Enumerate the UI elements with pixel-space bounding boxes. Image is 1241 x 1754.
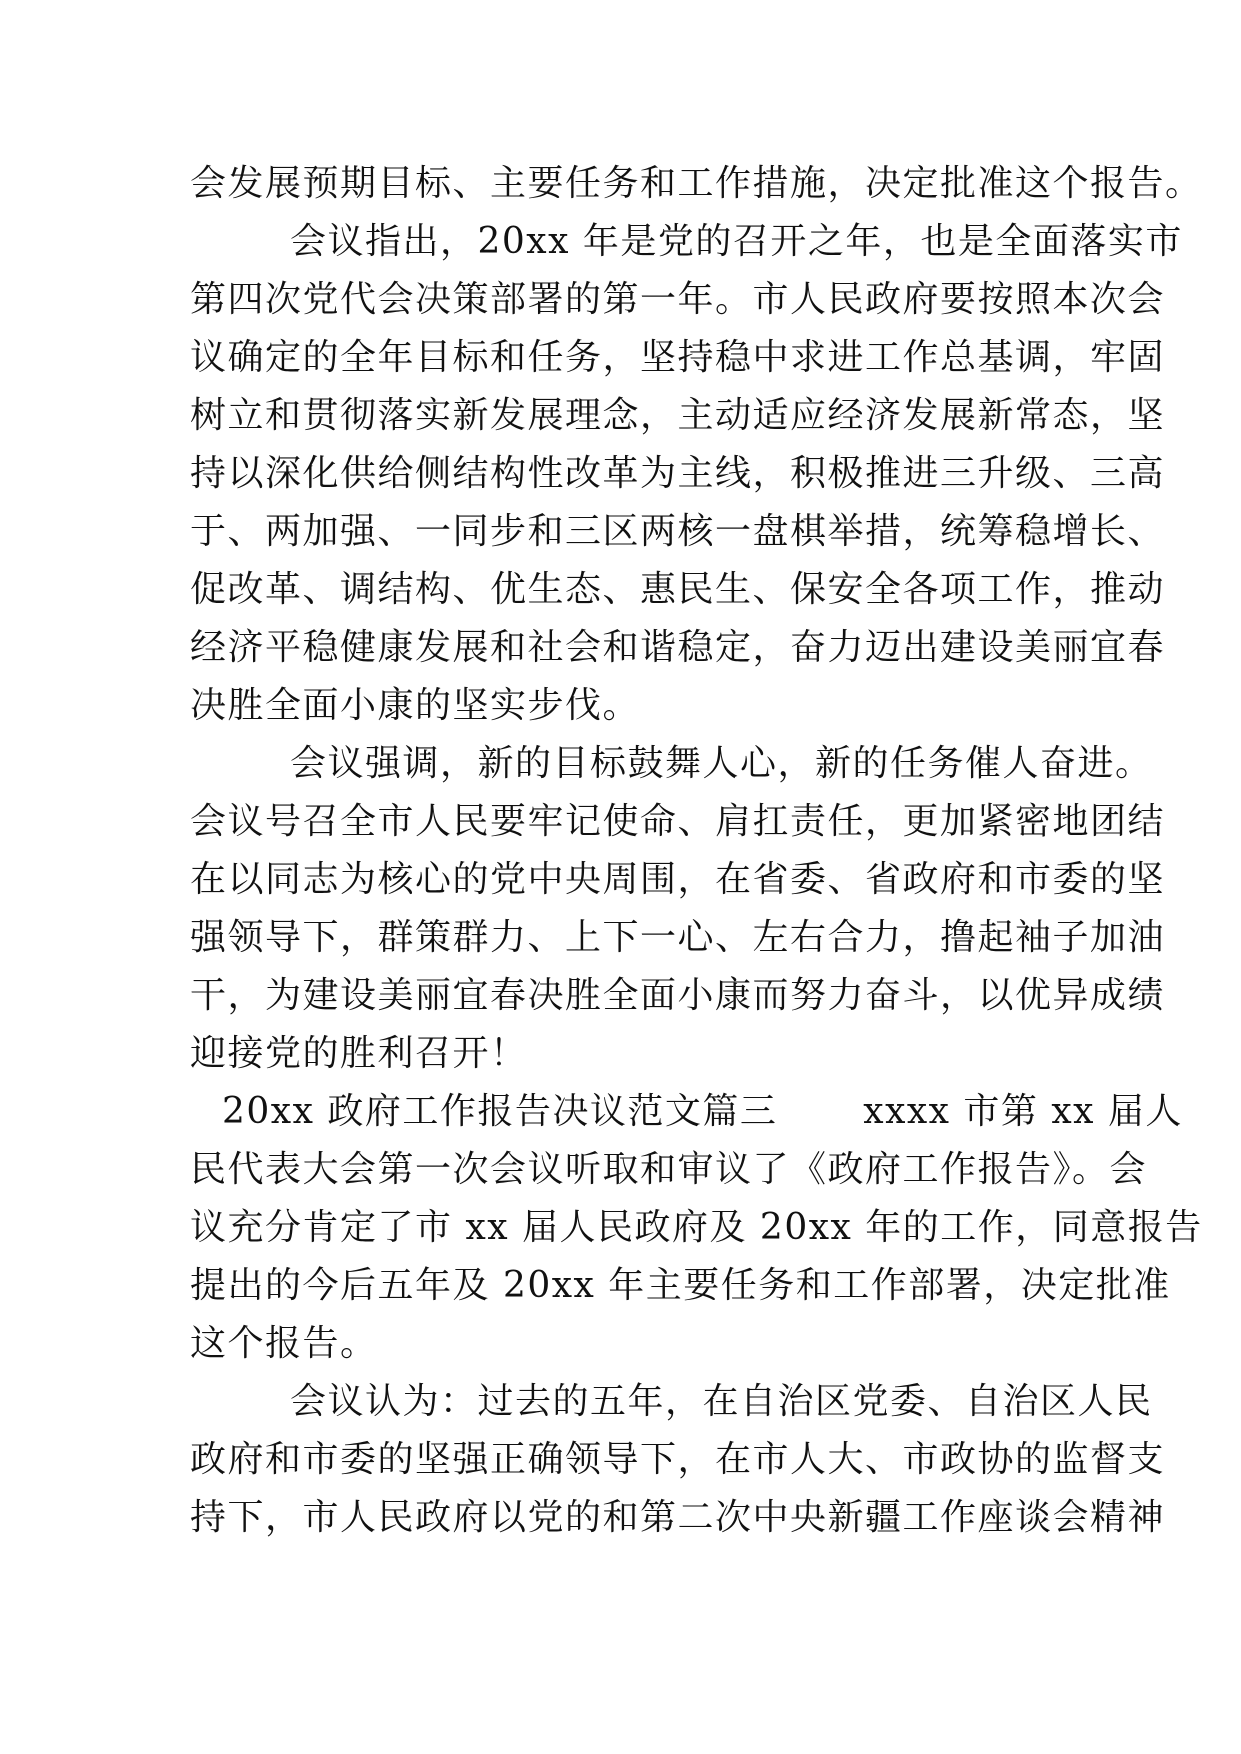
text-line: 决胜全面小康的坚实步伐。 <box>190 685 641 726</box>
text-line: 会议号召全市人民要牢记使命、肩扛责任，更加紧密地团结 <box>190 801 1166 842</box>
text-line: 这个报告。 <box>190 1323 378 1364</box>
paragraph-start-line: 会议指出，20xx 年是党的召开之年，也是全面落实市 <box>290 221 1183 262</box>
paragraph-start-line: 会议强调，新的目标鼓舞人心，新的任务催人奋进。 <box>290 743 1153 784</box>
text-line: 干，为建设美丽宜春决胜全面小康而努力奋斗，以优异成绩 <box>190 975 1166 1016</box>
text-line: 提出的今后五年及 20xx 年主要任务和工作部署，决定批准 <box>190 1265 1171 1306</box>
text-line: 树立和贯彻落实新发展理念，主动适应经济发展新常态，坚 <box>190 395 1166 436</box>
section-heading: 20xx 政府工作报告决议范文篇三 <box>222 1091 778 1132</box>
document-body <box>190 155 1203 1547</box>
text-line: 持以深化供给侧结构性改革为主线，积极推进三升级、三高 <box>190 453 1166 494</box>
paragraph-start-line: 会议认为：过去的五年，在自治区党委、自治区人民 <box>290 1381 1153 1422</box>
text-line: 促改革、调结构、优生态、惠民生、保安全各项工作，推动 <box>190 569 1166 610</box>
text-line: 经济平稳健康发展和社会和谐稳定，奋力迈出建设美丽宜春 <box>190 627 1166 668</box>
text-line: 在以同志为核心的党中央周围，在省委、省政府和市委的坚 <box>190 859 1166 900</box>
text-line: 强领导下，群策群力、上下一心、左右合力，撸起袖子加油 <box>190 917 1166 958</box>
text-line: 议确定的全年目标和任务，坚持稳中求进工作总基调，牢固 <box>190 337 1166 378</box>
section-heading-line <box>190 1083 1183 1141</box>
text-line: 第四次党代会决策部署的第一年。市人民政府要按照本次会 <box>190 279 1166 320</box>
text-line: 政府和市委的坚强正确领导下，在市人大、市政协的监督支 <box>190 1439 1166 1480</box>
text-line: 议充分肯定了市 xx 届人民政府及 20xx 年的工作，同意报告 <box>190 1207 1203 1248</box>
section-intro: xxxx 市第 xx 届人 <box>863 1091 1183 1132</box>
text-line: 持下，市人民政府以党的和第二次中央新疆工作座谈会精神 <box>190 1497 1166 1538</box>
text-line: 会发展预期目标、主要任务和工作措施，决定批准这个报告。 <box>190 163 1203 204</box>
text-line: 迎接党的胜利召开！ <box>190 1033 528 1074</box>
text-line: 于、两加强、一同步和三区两核一盘棋举措，统筹稳增长、 <box>190 511 1166 552</box>
text-line: 民代表大会第一次会议听取和审议了《政府工作报告》。会 <box>190 1149 1148 1190</box>
